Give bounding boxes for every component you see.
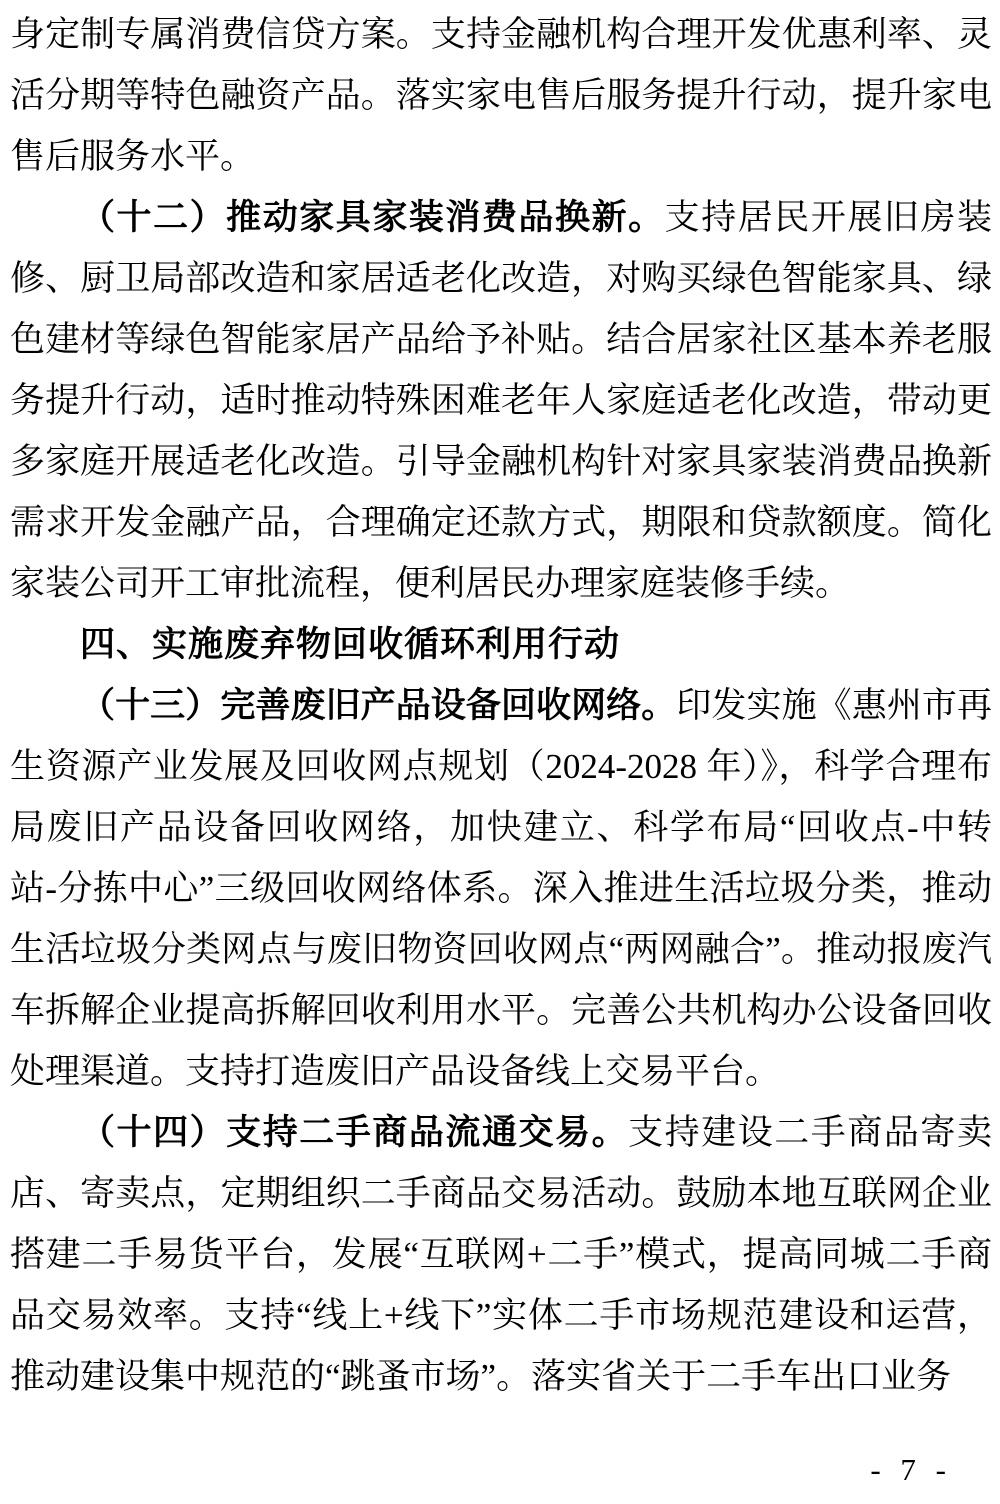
text-run: 印发实施《惠州市再生资源产业发展及回收网点规划（2024-2028 年）》，科学合理布局废旧产品设备回收网络，加快建立、科学布局“回收点-中转站-分拣中心”三级回收网络体系。深入推进生活垃圾分类，推动生活垃圾分类网点与废旧物资回收网点“两网融合”。推动报废汽车拆解企业提高拆解回收利用水平。完善公共机构办公设备回收处理渠道。支持打造废旧产品设备线上交易平台。 — [10, 686, 992, 1091]
paragraph — [10, 1102, 992, 1407]
emphasis-run: 四、实施废弃物回收循环利用行动 — [80, 625, 621, 664]
text-run: 支持居民开展旧房装修、厨卫局部改造和家居适老化改造，对购买绿色智能家具、绿色建材等绿色智能家居产品给予补贴。结合居家社区基本养老服务提升行动，适时推动特殊困难老年人家庭适老化改造，带动更多家庭开展适老化改造。引导金融机构针对家具家装消费品换新需求开发金融产品，合理确定还款方式，期限和贷款额度。简化家装公司开工审批流程，便利居民办理家庭装修手续。 — [10, 198, 992, 603]
emphasis-run: （十四）支持二手商品流通交易。 — [80, 1113, 629, 1152]
page-number: - 7 - — [870, 1452, 952, 1487]
paragraph — [10, 187, 992, 614]
text-run: 身定制专属消费信贷方案。支持金融机构合理开发优惠利率、灵活分期等特色融资产品。落实家电售后服务提升行动，提升家电售后服务水平。 — [10, 15, 992, 176]
paragraph — [10, 4, 992, 187]
section-heading — [10, 614, 992, 675]
text-run: 支持建设二手商品寄卖店、寄卖点，定期组织二手商品交易活动。鼓励本地互联网企业搭建二手易货平台，发展“互联网+二手”模式，提高同城二手商品交易效率。支持“线上+线下”实体二手市场规范建设和运营，推动建设集中规范的“跳蚤市场”。落实省关于二手车出口业务 — [10, 1113, 992, 1396]
emphasis-run: （十二）推动家具家装消费品换新。 — [80, 198, 665, 237]
emphasis-run: （十三）完善废旧产品设备回收网络。 — [80, 686, 677, 725]
paragraph — [10, 675, 992, 1102]
